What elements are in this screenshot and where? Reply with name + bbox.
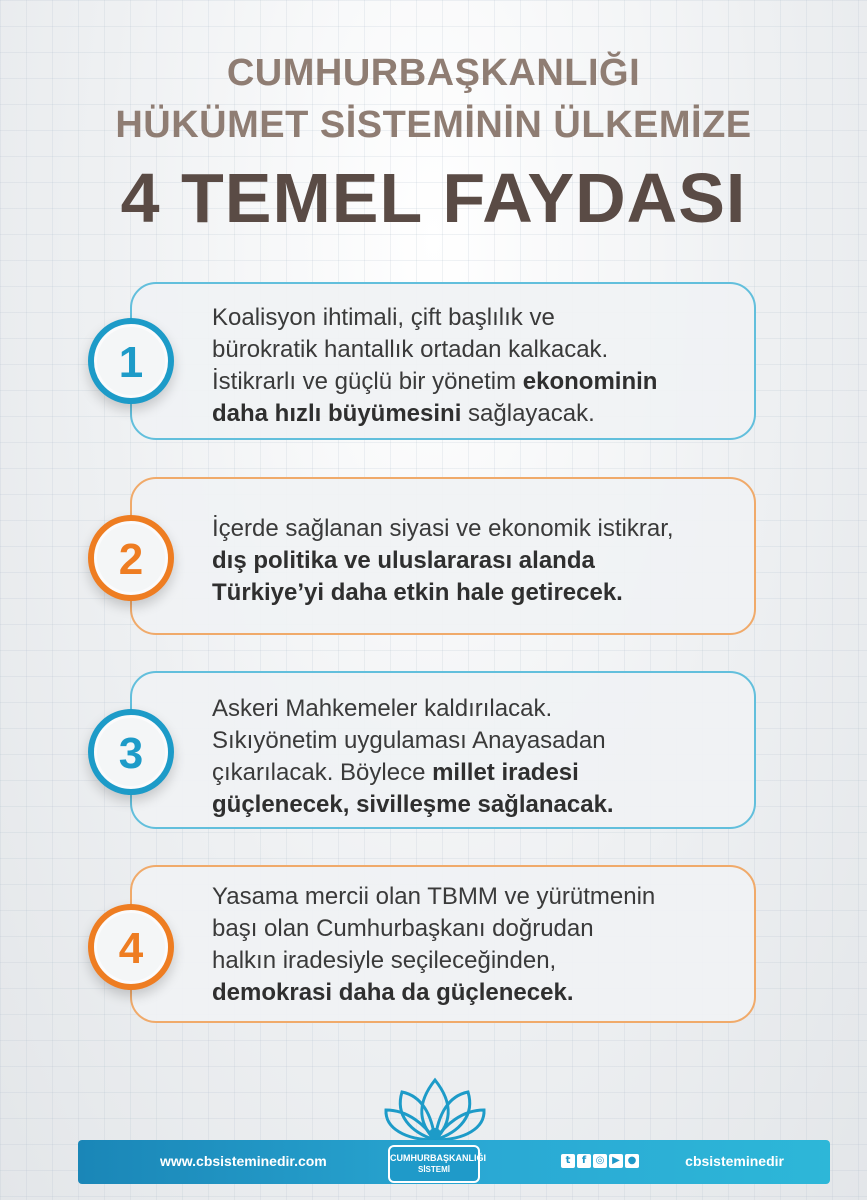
- number-badge-3: 3: [88, 709, 174, 795]
- text-line: daha hızlı büyümesini sağlayacak.: [212, 400, 595, 427]
- benefit-text-3: [212, 693, 736, 821]
- benefit-text-1: [212, 302, 736, 430]
- text-line: Sıkıyönetim uygulaması Anayasadan: [212, 727, 606, 754]
- text-line: halkın iradesiyle seçileceğinden,: [212, 947, 557, 974]
- text-line: Türkiye’yi daha etkin hale getirecek.: [212, 579, 623, 606]
- emblem-icon: [380, 1070, 490, 1148]
- benefit-card-1: [130, 282, 756, 440]
- number-badge-1: 1: [88, 318, 174, 404]
- text-line: başı olan Cumhurbaşkanı doğrudan: [212, 915, 594, 942]
- benefit-card-2: [130, 477, 756, 635]
- text-line: İçerde sağlanan siyasi ve ekonomik istikrar,: [212, 515, 674, 542]
- text-line: güçlenecek, sivilleşme sağlanacak.: [212, 791, 614, 818]
- logo-text-line-1: CUMHURBAŞKANLIĞI: [390, 1153, 486, 1163]
- text-line: dış politika ve uluslararası alanda: [212, 547, 595, 574]
- website-link[interactable]: www.cbsisteminedir.com: [160, 1153, 327, 1169]
- text-line: bürokratik hantallık ortadan kalkacak.: [212, 336, 609, 363]
- title-line-2: HÜKÜMET SİSTEMİNİN ÜLKEMİZE: [115, 104, 752, 146]
- benefit-text-4: [212, 881, 736, 1009]
- text-line: Askeri Mahkemeler kaldırılacak.: [212, 695, 553, 722]
- title-line-3: 4 TEMEL FAYDASI: [120, 159, 747, 237]
- social-handle[interactable]: cbsisteminedir: [685, 1153, 784, 1169]
- social-icons: [561, 1154, 639, 1168]
- benefit-text-2: [212, 513, 736, 609]
- text-line: demokrasi daha da güçlenecek.: [212, 979, 574, 1006]
- text-line: Koalisyon ihtimali, çift başlılık ve: [212, 304, 555, 331]
- twitter-icon[interactable]: t: [561, 1154, 575, 1168]
- instagram-icon[interactable]: ◎: [593, 1154, 607, 1168]
- benefit-card-4: [130, 865, 756, 1023]
- youtube-icon[interactable]: ▶: [609, 1154, 623, 1168]
- number-badge-2: 2: [88, 515, 174, 601]
- number-badge-4: 4: [88, 904, 174, 990]
- facebook-icon[interactable]: f: [577, 1154, 591, 1168]
- text-line: çıkarılacak. Böylece millet iradesi: [212, 759, 579, 786]
- title-line-1: CUMHURBAŞKANLIĞI: [226, 52, 641, 94]
- benefit-card-3: [130, 671, 756, 829]
- text-line: İstikrarlı ve güçlü bir yönetim ekonominin: [212, 368, 658, 395]
- user-icon[interactable]: ●: [625, 1154, 639, 1168]
- text-line: Yasama mercii olan TBMM ve yürütmenin: [212, 883, 656, 910]
- logo: [388, 1145, 486, 1183]
- logo-text-line-2: SİSTEMİ: [417, 1165, 450, 1174]
